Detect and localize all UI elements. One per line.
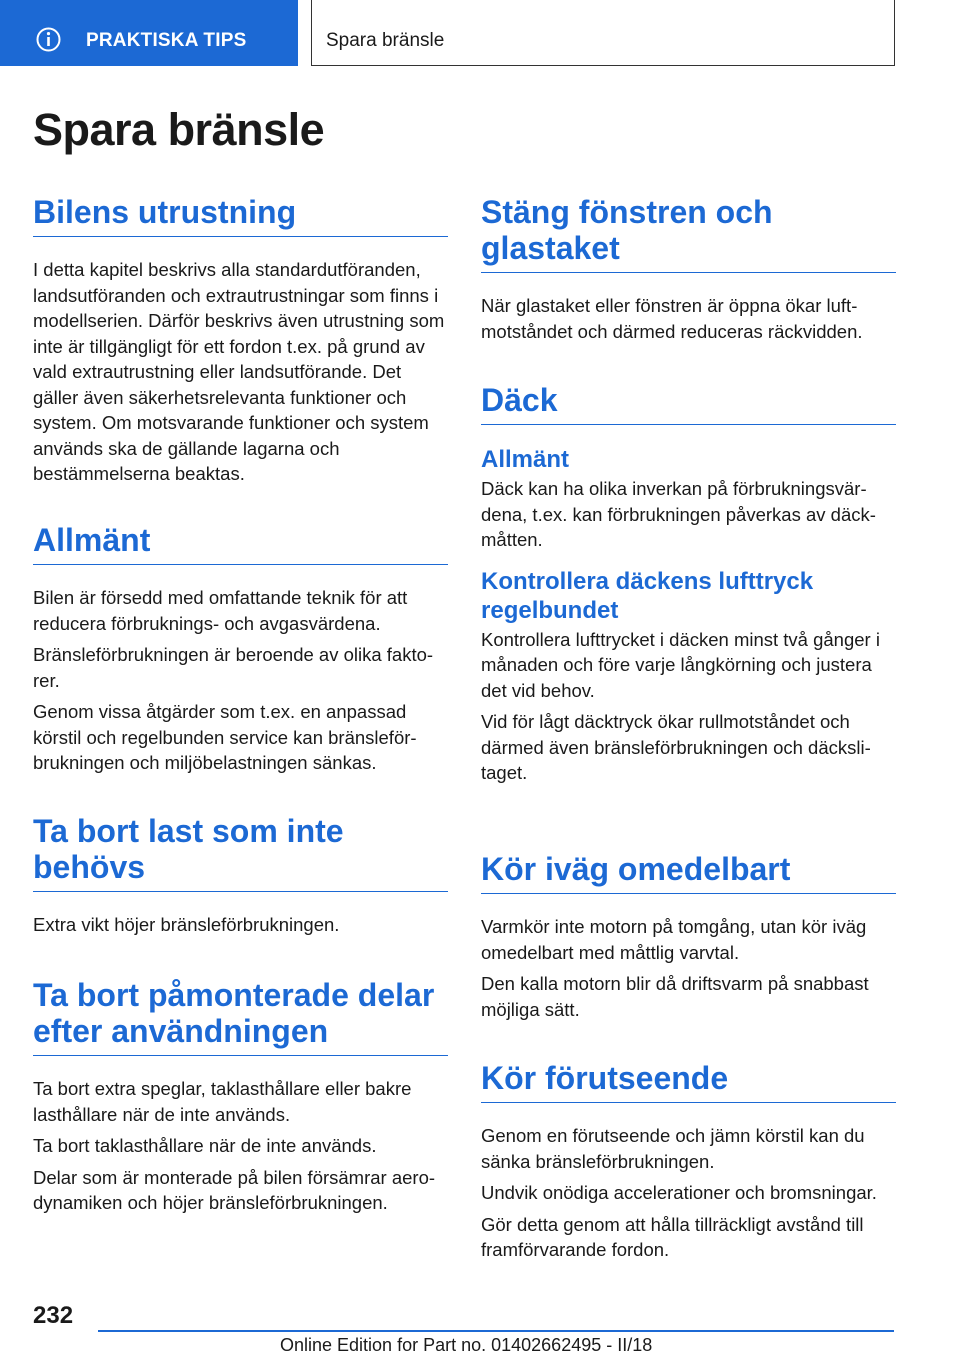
section-heading: Ta bort påmonterade delar efter användningen <box>33 977 448 1056</box>
section-dack <box>481 382 896 786</box>
paragraph: Vid för lågt däcktryck ökar rullmotståndet och därmed även bränsleförbrukningen och däckslitaget. <box>481 711 871 783</box>
subsection-heading: Allmänt <box>481 446 570 473</box>
edition-text: Online Edition for Part no. 01402662495 - II/18 <box>280 1335 653 1355</box>
paragraph: Däck kan ha olika inverkan på förbrukningsvärdena, t.ex. kan förbrukningen påverkas av däckmåtten. <box>481 478 876 550</box>
section-header <box>311 0 895 66</box>
section-heading: Kör iväg omedelbart <box>481 851 896 894</box>
chapter-tab <box>0 0 298 66</box>
section-ta-bort-pamonterade-delar <box>33 977 448 1216</box>
info-icon <box>36 27 61 52</box>
paragraph: Ta bort extra speglar, taklasthållare eller bakre lasthållare när de inte används. <box>33 1078 412 1125</box>
paragraph: Ta bort taklasthållare när de inte används. <box>33 1135 377 1156</box>
paragraph: Genom vissa åtgärder som t.ex. en anpassad körstil och regelbunden service kan bränsleförbrukningen och miljöbelastningen sänkas. <box>33 701 417 773</box>
section-heading: Ta bort last som inte behövs <box>33 813 448 892</box>
section-heading: Kör förutseende <box>481 1060 896 1103</box>
section-heading: Bilens utrustning <box>33 194 448 237</box>
section-stang-fonstren <box>481 194 896 344</box>
paragraph: Delar som är monterade på bilen försämrar aerodynamiken och höjer bränsleförbrukningen. <box>33 1166 436 1213</box>
paragraph: Den kalla motorn blir då driftsvarm på snabbast möjliga sätt. <box>481 973 869 1020</box>
section-ta-bort-last <box>33 813 448 938</box>
section-heading: Däck <box>481 382 896 425</box>
paragraph: Genom en förutseende och jämn körstil kan du sänka bränsleförbrukningen. <box>481 1125 865 1172</box>
paragraph: Kontrollera lufttrycket i däcken minst två gånger i månaden och före varje långkörning och justera det vid behov. <box>481 628 880 701</box>
chapter-tab-label: PRAKTISKA TIPS <box>86 30 247 51</box>
paragraph: I detta kapitel beskrivs alla standardutföranden, landsutföranden och extrautrustningar som finns i modellserien. Därför beskrivs även utrustning som inte är tillgängligt för ett fordon t.ex. på grund av vald extrautrustning eller landsutförande. Det gäller även säkerhetsrelevanta funktioner och system. Om motsvarande funktioner och system används ska de gällande lagarna och bestämmelserna beaktas. <box>33 259 445 484</box>
paragraph: Bränsleförbrukningen är beroende av olika faktorer. <box>33 644 434 691</box>
paragraph: Undvik onödiga accelerationer och bromsningar. <box>481 1182 877 1203</box>
page-number: 232 <box>33 1302 74 1329</box>
paragraph: När glastaket eller fönstren är öppna ökar luftmotståndet och därmed reduceras räckvidden. <box>481 295 863 342</box>
section-bilens-utrustning <box>33 194 448 487</box>
paragraph: Varmkör inte motorn på tomgång, utan kör iväg omedelbart med måttlig varvtal. <box>481 916 867 963</box>
footer-divider <box>98 1330 894 1332</box>
subsection-heading: Kontrollera däckens lufttryck regelbundet <box>481 567 814 624</box>
section-header-label: Spara bränsle <box>326 30 445 51</box>
paragraph: Bilen är försedd med omfattande teknik för att reducera förbruknings- och avgasvärdena. <box>33 587 408 634</box>
section-kor-ivag-omedelbart <box>481 851 896 1022</box>
paragraph: Extra vikt höjer bränsleförbrukningen. <box>33 914 340 935</box>
section-heading: Allmänt <box>33 522 448 565</box>
paragraph: Gör detta genom att hålla tillräckligt avstånd till framförvarande fordon. <box>481 1213 864 1260</box>
section-kor-forutseende <box>481 1060 896 1263</box>
section-heading: Stäng fönstren och glastaket <box>481 194 896 273</box>
section-allmant <box>33 522 448 776</box>
page-title: Spara bränsle <box>33 104 325 155</box>
